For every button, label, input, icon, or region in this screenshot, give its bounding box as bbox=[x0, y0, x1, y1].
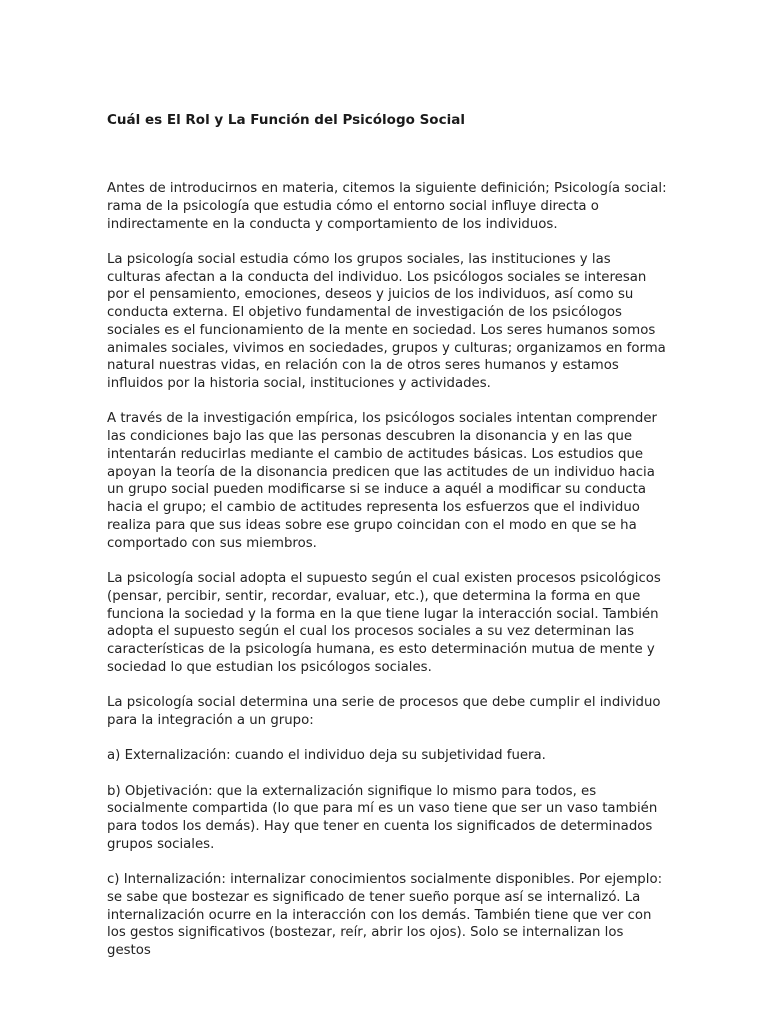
list-item-objectivation: b) Objetivación: que la externalización signifique lo mismo para todos, es socialmente compartida (lo que para mí es un vaso tiene que ser un vaso también para todos los demás). Hay que tener en cuenta los significados de determinados grupos sociales. bbox=[107, 783, 658, 852]
document-body bbox=[107, 180, 667, 978]
list-item-internalization: c) Internalización: internalizar conocimientos socialmente disponibles. Por ejemplo: se sabe que bostezar es significado de tener sueño porque así se internalizó. La internalización ocurre en la interacción con los demás. También tiene que ver con los gestos significativos (bostezar, reír, abrir los ojos). Solo se internalizan los gestos bbox=[107, 872, 663, 959]
document-title: Cuál es El Rol y La Función del Psicólogo Social bbox=[107, 112, 465, 128]
paragraph-psychological-processes: La psicología social adopta el supuesto según el cual existen procesos psicológicos (pensar, percibir, sentir, recordar, evaluar, etc.), que determina la forma en que funciona la sociedad y la forma en la que tiene lugar la interacción social. También adopta el supuesto según el cual los procesos sociales a su vez determinan las características de la psicología humana, es esto determinación mutua de mente y sociedad lo que estudian los psicólogos sociales. bbox=[107, 571, 661, 675]
paragraph-empirical-research: A través de la investigación empírica, los psicólogos sociales intentan comprender las condiciones bajo las que las personas descubren la disonancia y en las que intentarán reducirlas mediante el cambio de actitudes básicas. Los estudios que apoyan la teoría de la disonancia predicen que las actitudes de un individuo hacia un grupo social pueden modificarse si se induce a aquél a modificar su conducta hacia el grupo; el cambio de actitudes representa los esfuerzos que el individuo realiza para que sus ideas sobre ese grupo coincidan con el modo en que se ha comportado con sus miembros. bbox=[107, 411, 657, 551]
paragraph-integration-processes: La psicología social determina una serie de procesos que debe cumplir el individuo para la integración a un grupo: bbox=[107, 695, 661, 728]
paragraph-social-psychology-study: La psicología social estudia cómo los grupos sociales, las instituciones y las culturas afectan a la conducta del individuo. Los psicólogos sociales se interesan por el pensamiento, emociones, deseos y juicios de los individuos, así como su conducta externa. El objetivo fundamental de investigación de los psicólogos sociales es el funcionamiento de la mente en sociedad. Los seres humanos somos animales sociales, vivimos en sociedades, grupos y culturas; organizamos en forma natural nuestras vidas, en relación con la de otros seres humanos y estamos influidos por la historia social, instituciones y actividades. bbox=[107, 251, 666, 392]
list-item-externalization: a) Externalización: cuando el individuo deja su subjetividad fuera. bbox=[107, 748, 546, 764]
paragraph-intro-definition: Antes de introducirnos en materia, citemos la siguiente definición; Psicología social: rama de la psicología que estudia cómo el entorno social influye directa o indirectamente en la conducta y comportamiento de los individuos. bbox=[107, 181, 667, 232]
